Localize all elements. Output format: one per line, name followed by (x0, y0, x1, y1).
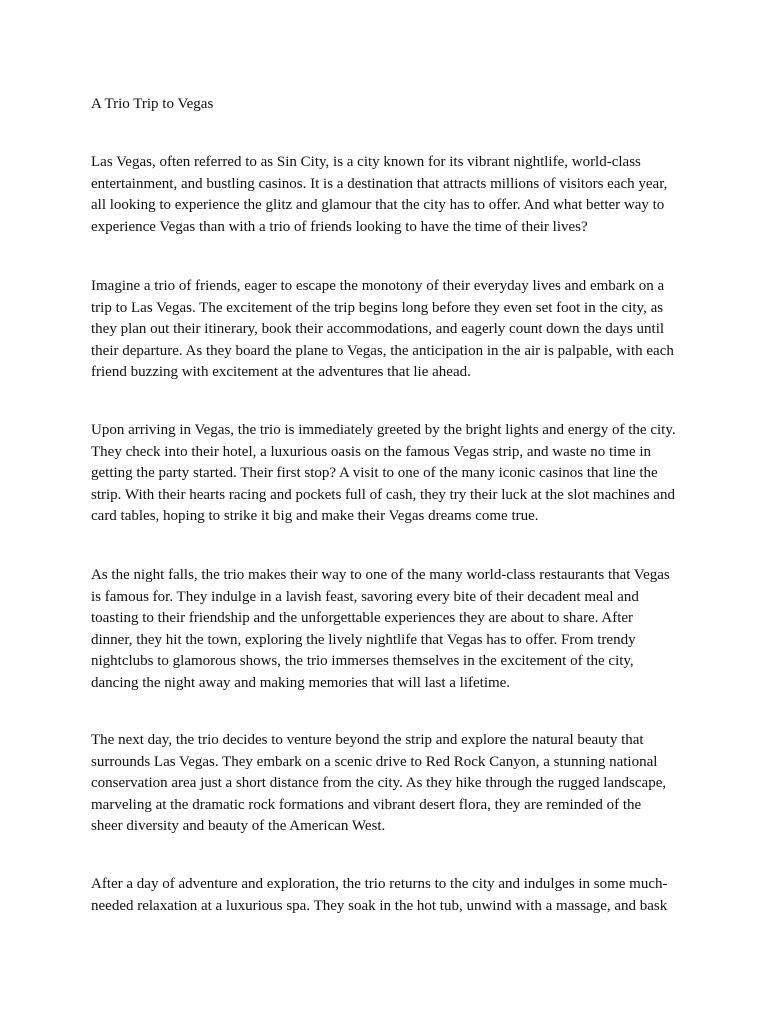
text-line: The next day, the trio decides to venture beyond the strip and explore the natural beauty that (91, 732, 644, 748)
text-line: getting the party started. Their first stop? A visit to one of the many iconic casinos that line the (91, 465, 658, 481)
text-line: conservation area just a short distance from the city. As they hike through the rugged landscape, (91, 775, 667, 791)
text-line: experience Vegas than with a trio of friends looking to have the time of their lives? (91, 218, 588, 235)
text-line: dinner, they hit the town, exploring the lively nightlife that Vegas has to offer. From trendy (91, 631, 636, 648)
text-line: surrounds Las Vegas. They embark on a scenic drive to Red Rock Canyon, a stunning national (91, 753, 658, 770)
text-line: needed relaxation at a luxurious spa. They soak in the hot tub, unwind with a massage, and bask (91, 897, 668, 914)
paragraph-night (91, 565, 670, 694)
text-line: Las Vegas, often referred to as Sin City, is a city known for its vibrant nightlife, world-class (91, 154, 641, 170)
text-line: After a day of adventure and exploration, the trio returns to the city and indulges in some much- (91, 876, 668, 892)
text-line: nightclubs to glamorous shows, the trio immerses themselves in the excitement of the city, (91, 653, 634, 669)
paragraph-intro (91, 152, 667, 238)
paragraph-planning (91, 276, 674, 384)
paragraph-red-rock (91, 730, 666, 838)
text-line: marveling at the dramatic rock formations and vibrant desert flora, they are reminded of the (91, 796, 642, 813)
text-line: strip. With their hearts racing and pockets full of cash, they try their luck at the slot machines and (91, 486, 675, 503)
text-line: friend buzzing with excitement at the adventures that lie ahead. (91, 364, 471, 380)
text-line: toasting to their friendship and the unforgettable experiences they are about to share. After (91, 610, 634, 626)
text-line: card tables, hoping to strike it big and make their Vegas dreams come true. (91, 508, 539, 524)
text-line: Upon arriving in Vegas, the trio is immediately greeted by the bright lights and energy of the city. (91, 422, 676, 438)
document-title: A Trio Trip to Vegas (91, 96, 214, 112)
text-line: their departure. As they board the plane to Vegas, the anticipation in the air is palpable, with each (91, 342, 674, 359)
text-line: As the night falls, the trio makes their way to one of the many world-class restaurants that Vegas (91, 567, 670, 583)
paragraph-arrival (91, 420, 676, 528)
text-line: entertainment, and bustling casinos. It is a destination that attracts millions of visitors each year, (91, 175, 668, 192)
text-line: sheer diversity and beauty of the American West. (91, 818, 386, 834)
text-line: They check into their hotel, a luxurious oasis on the famous Vegas strip, and waste no time in (91, 443, 652, 460)
text-line: all looking to experience the glitz and glamour that the city has to offer. And what better way to (91, 197, 665, 213)
text-line: they plan out their itinerary, book their accommodations, and eagerly count down the days until (91, 321, 665, 337)
text-line: dancing the night away and making memories that will last a lifetime. (91, 674, 511, 691)
text-line: is famous for. They indulge in a lavish feast, savoring every bite of their decadent meal and (91, 588, 639, 605)
paragraph-spa (91, 874, 668, 917)
text-line: Imagine a trio of friends, eager to escape the monotony of their everyday lives and embark on a (91, 278, 665, 294)
text-line: trip to Las Vegas. The excitement of the trip begins long before they even set foot in the city, as (91, 299, 664, 316)
